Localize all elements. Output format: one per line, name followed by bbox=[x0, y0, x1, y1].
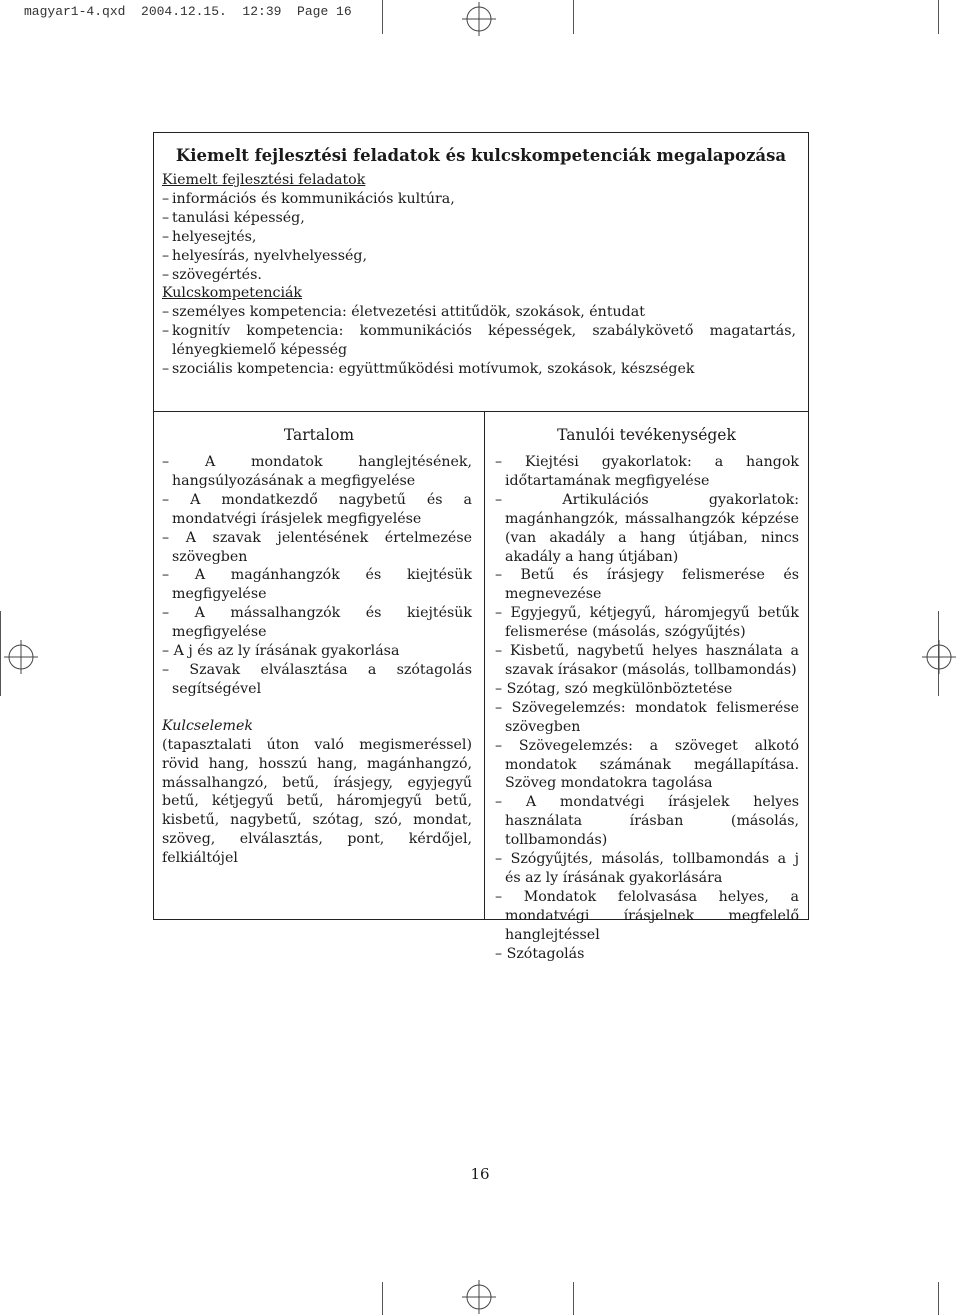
content-item-text: A mássalhangzók és kiejtésük megfigyelése bbox=[172, 605, 472, 641]
activity-item-text: Szótagolás bbox=[506, 945, 585, 962]
competencies-body bbox=[154, 171, 808, 379]
list-dash: – bbox=[162, 266, 170, 283]
list-dash: – bbox=[495, 680, 507, 697]
competencies-list bbox=[162, 303, 796, 379]
activity-item-text: Betű és írásjegy felismerése és megnevezése bbox=[505, 567, 799, 603]
list-dash: – bbox=[162, 323, 170, 340]
crop-mark-icon bbox=[938, 0, 939, 34]
activity-item bbox=[495, 642, 799, 680]
competency-item-text: szociális kompetencia: együttműködési motívumok, szokások, készségek bbox=[172, 361, 695, 378]
list-dash: – bbox=[495, 794, 526, 811]
dev-task-item bbox=[162, 266, 796, 285]
list-dash: – bbox=[495, 737, 519, 754]
competency-item-text: személyes kompetencia: életvezetési attitűdök, szokások, éntudat bbox=[172, 304, 645, 321]
crop-mark-icon bbox=[0, 611, 1, 696]
list-dash: – bbox=[162, 247, 170, 264]
content-item-text: A mondatkezdő nagybetű és a mondatvégi írásjelek megfigyelése bbox=[172, 491, 472, 527]
activity-item-text: Szövegelemzés: mondatok felismerése szövegben bbox=[505, 699, 799, 735]
content-item bbox=[162, 453, 472, 491]
activity-item-text: Szógyűjtés, másolás, tollbamondás a j és az ly írásának gyakorlására bbox=[505, 851, 799, 886]
list-dash: – bbox=[162, 661, 190, 678]
activity-item bbox=[495, 945, 799, 964]
activity-item-text: Mondatok felolvasása helyes, a mondatvégi írásjelnek megfelelő hanglejtéssel bbox=[505, 888, 799, 943]
content-item-text: A magánhangzók és kiejtésük megfigyelése bbox=[172, 567, 472, 603]
competency-item bbox=[162, 322, 796, 360]
activity-item-text: Egyjegyű, kétjegyű, háromjegyű betűk felismerése (másolás, szógyűjtés) bbox=[505, 605, 799, 641]
list-dash: – bbox=[162, 454, 205, 470]
registration-mark-icon bbox=[4, 640, 38, 674]
print-slug-line: magyar1-4.qxd 2004.12.15. 12:39 Page 16 bbox=[24, 4, 352, 19]
dev-task-item-text: szövegértés. bbox=[172, 266, 262, 283]
activity-item bbox=[495, 491, 799, 567]
dev-task-item bbox=[162, 228, 796, 247]
activity-item bbox=[495, 737, 799, 794]
activity-item bbox=[495, 888, 799, 945]
activities-list bbox=[495, 453, 799, 963]
content-item-text: A j és az ly írásának gyakorlása bbox=[173, 643, 400, 660]
dev-tasks-list bbox=[162, 190, 796, 285]
table-title: Kiemelt fejlesztési feladatok és kulcskompetenciák megalapozása bbox=[175, 146, 787, 165]
content-item bbox=[162, 661, 472, 699]
list-dash: – bbox=[495, 605, 511, 622]
activities-column bbox=[485, 412, 808, 962]
list-dash: – bbox=[495, 491, 563, 508]
competency-item-text: kognitív kompetencia: kommunikációs képességek, szabálykövető magatartás, lényegkiemelő képesség bbox=[172, 323, 796, 359]
list-dash: – bbox=[495, 851, 511, 868]
registration-mark-icon bbox=[462, 1280, 496, 1314]
content-item bbox=[162, 566, 472, 604]
activity-item bbox=[495, 453, 799, 491]
list-dash: – bbox=[162, 190, 170, 207]
competencies-cell bbox=[154, 133, 808, 412]
content-list bbox=[162, 453, 472, 699]
dev-task-item-text: helyesejtés, bbox=[172, 228, 257, 245]
list-dash: – bbox=[495, 454, 525, 470]
activity-item-text: Kisbetű, nagybetű helyes használata a szavak írásakor (másolás, tollbamondás) bbox=[505, 643, 799, 678]
content-item bbox=[162, 642, 472, 661]
dev-task-item bbox=[162, 247, 796, 266]
dev-task-item-text: helyesírás, nyelvhelyesség, bbox=[172, 247, 367, 264]
activity-item-text: Szövegelemzés: a szöveget alkotó mondatok számának megállapítása. Szöveg mondatokra tagolása bbox=[505, 737, 799, 792]
activities-header: Tanulói tevékenységek bbox=[557, 426, 736, 444]
list-dash: – bbox=[162, 567, 195, 584]
list-dash: – bbox=[162, 605, 195, 622]
activity-item-text: Szótag, szó megkülönböztetése bbox=[506, 680, 733, 697]
registration-mark-icon bbox=[462, 2, 496, 36]
list-dash: – bbox=[495, 699, 512, 716]
list-dash: – bbox=[162, 643, 174, 660]
competency-item bbox=[162, 303, 796, 322]
content-item bbox=[162, 529, 472, 567]
dev-task-item bbox=[162, 190, 796, 209]
content-body bbox=[154, 453, 484, 868]
key-elements-label: Kulcselemek bbox=[162, 717, 253, 734]
list-dash: – bbox=[162, 529, 186, 546]
registration-mark-icon bbox=[922, 640, 956, 674]
activity-item bbox=[495, 566, 799, 604]
activity-item bbox=[495, 699, 799, 737]
dev-task-item bbox=[162, 209, 796, 228]
dev-tasks-label: Kiemelt fejlesztési feladatok bbox=[162, 172, 366, 188]
crop-mark-icon bbox=[573, 0, 574, 34]
activity-item-text: Artikulációs gyakorlatok: magánhangzók, mássalhangzók képzése (van akadály a hang útjában, nincs akadály a hang útjában) bbox=[505, 491, 800, 565]
list-dash: – bbox=[162, 209, 170, 226]
list-dash: – bbox=[495, 945, 507, 962]
list-dash: – bbox=[495, 567, 521, 584]
content-header: Tartalom bbox=[283, 426, 355, 444]
activities-body bbox=[485, 453, 808, 963]
activity-item bbox=[495, 793, 799, 850]
content-item bbox=[162, 604, 472, 642]
dev-task-item-text: tanulási képesség, bbox=[172, 209, 305, 226]
content-item-text: A mondatok hanglejtésének, hangsúlyozásának a megfigyelése bbox=[172, 454, 472, 489]
list-dash: – bbox=[495, 888, 524, 905]
competency-item bbox=[162, 360, 796, 379]
crop-mark-icon bbox=[938, 1282, 939, 1315]
list-dash: – bbox=[495, 643, 510, 660]
list-dash: – bbox=[162, 304, 170, 321]
curriculum-table bbox=[153, 132, 809, 962]
content-item-text: Szavak elválasztása a szótagolás segítségével bbox=[172, 661, 472, 697]
list-dash: – bbox=[162, 361, 170, 378]
dev-task-item-text: információs és kommunikációs kultúra, bbox=[172, 190, 455, 207]
activity-item bbox=[495, 680, 799, 699]
activity-item-text: Kiejtési gyakorlatok: a hangok időtartamának megfigyelése bbox=[505, 454, 799, 489]
competencies-label: Kulcskompetenciák bbox=[162, 285, 303, 302]
crop-mark-icon bbox=[382, 1282, 383, 1315]
list-dash: – bbox=[162, 228, 170, 245]
crop-mark-icon bbox=[573, 1282, 574, 1315]
list-dash: – bbox=[162, 491, 191, 508]
crop-mark-icon bbox=[382, 0, 383, 34]
page-number: 16 bbox=[470, 1165, 490, 1183]
activity-item-text: A mondatvégi írásjelek helyes használata írásban (másolás, tollbamondás) bbox=[505, 794, 799, 849]
content-column bbox=[154, 412, 485, 920]
key-elements-text: (tapasztalati úton való megismeréssel) rövid hang, hosszú hang, magánhangzó, mássalhangzó, betű, írásjegy, egyjegyű betű, kétjegyű betű, háromjegyű betű, kisbetű, nagybetű, szótag, szó, mondat, szöveg, elválasztás, pont, kérdőjel, felkiáltójel bbox=[162, 736, 472, 867]
activity-item bbox=[495, 604, 799, 642]
activity-item bbox=[495, 850, 799, 888]
content-item-text: A szavak jelentésének értelmezése szövegben bbox=[172, 529, 473, 565]
content-item bbox=[162, 491, 472, 529]
